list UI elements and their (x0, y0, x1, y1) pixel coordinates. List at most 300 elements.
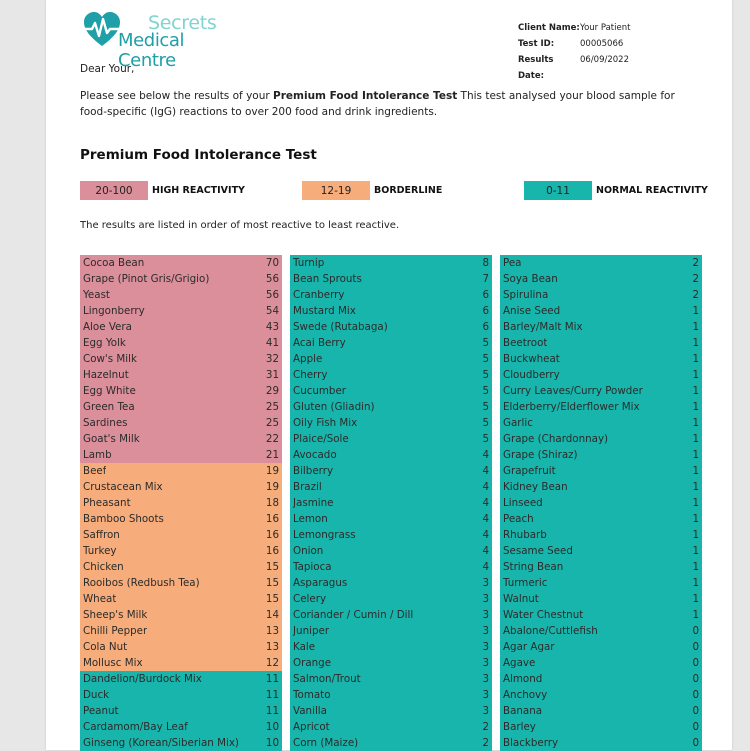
food-name: Cow's Milk (83, 353, 137, 365)
food-name: Cherry (293, 369, 328, 381)
result-row (290, 591, 492, 607)
result-row (80, 511, 282, 527)
food-name: Salmon/Trout (293, 673, 361, 685)
food-name: Dandelion/Burdock Mix (83, 673, 202, 685)
food-name: Soya Bean (503, 273, 558, 285)
food-name: Tapioca (293, 561, 332, 573)
food-name: Abalone/Cuttlefish (503, 625, 598, 637)
reactivity-score: 14 (265, 609, 279, 621)
result-row (500, 543, 702, 559)
food-name: Juniper (293, 625, 330, 637)
food-name: Brazil (293, 481, 322, 493)
result-row (290, 351, 492, 367)
results-column-2 (290, 255, 492, 751)
logo-text-line1: Secrets (148, 12, 217, 34)
result-row (500, 687, 702, 703)
reactivity-score: 1 (692, 321, 699, 333)
reactivity-score: 6 (482, 289, 489, 301)
food-name: Mollusc Mix (83, 657, 143, 669)
result-row (500, 671, 702, 687)
result-row (500, 575, 702, 591)
result-row (290, 639, 492, 655)
reactivity-score: 31 (265, 369, 279, 381)
food-name: Mustard Mix (293, 305, 356, 317)
reactivity-score: 1 (692, 417, 699, 429)
reactivity-score: 5 (482, 417, 489, 429)
food-name: Egg Yolk (83, 337, 126, 349)
results-date-label: Results Date: (518, 55, 554, 81)
result-row (500, 639, 702, 655)
reactivity-score: 5 (482, 353, 489, 365)
food-name: Anise Seed (503, 305, 561, 317)
food-name: Yeast (83, 289, 110, 301)
result-row (500, 623, 702, 639)
reactivity-score: 22 (265, 433, 279, 445)
legend-borderline (302, 181, 442, 200)
reactivity-score: 13 (265, 625, 279, 637)
result-row (500, 303, 702, 319)
reactivity-score: 19 (265, 465, 279, 477)
food-name: Cucumber (293, 385, 347, 397)
food-name: Garlic (503, 417, 533, 429)
intro-text-after: This test analysed your blood sample for food-specific (IgG) reactions to over 200 food and drink ingredients. (80, 90, 675, 118)
result-row (290, 271, 492, 287)
reactivity-score: 5 (482, 401, 489, 413)
food-name: Lamb (83, 449, 112, 461)
food-name: Wheat (83, 593, 117, 605)
reactivity-score: 1 (692, 609, 699, 621)
result-row (80, 703, 282, 719)
food-name: Chicken (83, 561, 124, 573)
reactivity-score: 11 (265, 705, 279, 717)
reactivity-score: 56 (265, 289, 279, 301)
result-row (500, 719, 702, 735)
result-row (80, 287, 282, 303)
section-title: Premium Food Intolerance Test (80, 147, 317, 163)
result-row (290, 399, 492, 415)
reactivity-score: 3 (482, 625, 489, 637)
food-name: Lemongrass (293, 529, 356, 541)
food-name: Hazelnut (83, 369, 129, 381)
food-name: Sesame Seed (503, 545, 573, 557)
food-name: Pheasant (83, 497, 131, 509)
legend-high (80, 181, 245, 200)
food-name: Walnut (503, 593, 539, 605)
result-row (290, 367, 492, 383)
results-column-1 (80, 255, 282, 751)
result-row (80, 655, 282, 671)
result-row (500, 287, 702, 303)
reactivity-score: 3 (482, 641, 489, 653)
food-name: Agar Agar (503, 641, 555, 653)
reactivity-score: 0 (692, 673, 699, 685)
result-row (80, 271, 282, 287)
legend-borderline-range: 12-19 (302, 181, 370, 200)
food-name: Anchovy (503, 689, 548, 701)
reactivity-score: 1 (692, 593, 699, 605)
test-id-label: Test ID: (518, 39, 555, 49)
food-name: Bilberry (293, 465, 334, 477)
food-name: Ginseng (Korean/Siberian Mix) (83, 737, 239, 749)
reactivity-score: 1 (692, 545, 699, 557)
food-name: Cardamom/Bay Leaf (83, 721, 188, 733)
result-row (500, 431, 702, 447)
reactivity-score: 3 (482, 577, 489, 589)
reactivity-score: 4 (482, 545, 489, 557)
food-name: String Bean (503, 561, 564, 573)
reactivity-score: 15 (265, 593, 279, 605)
reactivity-score: 0 (692, 737, 699, 749)
result-row (80, 623, 282, 639)
food-name: Curry Leaves/Curry Powder (503, 385, 643, 397)
result-row (290, 287, 492, 303)
reactivity-score: 11 (265, 689, 279, 701)
result-row (80, 607, 282, 623)
logo-text-line2: Medical Centre (118, 30, 185, 71)
result-row (500, 511, 702, 527)
food-name: Orange (293, 657, 332, 669)
reactivity-score: 5 (482, 369, 489, 381)
result-row (80, 559, 282, 575)
reactivity-score: 2 (482, 721, 489, 733)
reactivity-score: 13 (265, 641, 279, 653)
food-name: Grapefruit (503, 465, 556, 477)
food-name: Sardines (83, 417, 128, 429)
reactivity-score: 4 (482, 513, 489, 525)
reactivity-score: 15 (265, 561, 279, 573)
food-name: Rhubarb (503, 529, 547, 541)
reactivity-score: 10 (265, 721, 279, 733)
result-row (500, 383, 702, 399)
result-row (80, 687, 282, 703)
reactivity-score: 0 (692, 625, 699, 637)
result-row (80, 735, 282, 751)
food-name: Spirulina (503, 289, 549, 301)
reactivity-score: 4 (482, 561, 489, 573)
result-row (80, 447, 282, 463)
reactivity-score: 0 (692, 641, 699, 653)
food-name: Almond (503, 673, 543, 685)
food-name: Buckwheat (503, 353, 560, 365)
result-row (500, 463, 702, 479)
result-row (290, 671, 492, 687)
food-name: Asparagus (293, 577, 348, 589)
result-row (290, 319, 492, 335)
result-row (290, 383, 492, 399)
reactivity-score: 3 (482, 673, 489, 685)
food-name: Avocado (293, 449, 337, 461)
result-row (500, 591, 702, 607)
result-row (500, 415, 702, 431)
legend-high-label: HIGH REACTIVITY (152, 185, 245, 196)
reactivity-score: 4 (482, 465, 489, 477)
food-name: Turnip (293, 257, 325, 269)
legend-high-range: 20-100 (80, 181, 148, 200)
food-name: Egg White (83, 385, 136, 397)
reactivity-score: 1 (692, 561, 699, 573)
food-name: Gluten (Gliadin) (293, 401, 375, 413)
result-row (80, 639, 282, 655)
result-row (500, 655, 702, 671)
reactivity-score: 3 (482, 593, 489, 605)
result-row (500, 367, 702, 383)
reactivity-score: 32 (265, 353, 279, 365)
reactivity-score: 1 (692, 433, 699, 445)
reactivity-score: 29 (265, 385, 279, 397)
reactivity-score: 1 (692, 353, 699, 365)
food-name: Saffron (83, 529, 120, 541)
reactivity-score: 21 (265, 449, 279, 461)
food-name: Kidney Bean (503, 481, 568, 493)
food-name: Lemon (293, 513, 328, 525)
reactivity-score: 1 (692, 449, 699, 461)
reactivity-score: 1 (692, 577, 699, 589)
food-name: Linseed (503, 497, 543, 509)
reactivity-score: 15 (265, 577, 279, 589)
result-row (500, 479, 702, 495)
order-note: The results are listed in order of most reactive to least reactive. (80, 220, 400, 231)
reactivity-score: 5 (482, 433, 489, 445)
greeting: Dear Your, (80, 63, 135, 75)
reactivity-score: 16 (265, 545, 279, 557)
reactivity-score: 3 (482, 705, 489, 717)
reactivity-score: 4 (482, 497, 489, 509)
heart-pulse-icon (82, 10, 122, 50)
food-name: Turkey (83, 545, 117, 557)
food-name: Cola Nut (83, 641, 128, 653)
reactivity-score: 4 (482, 529, 489, 541)
result-row (500, 399, 702, 415)
result-row (500, 255, 702, 271)
result-row (290, 431, 492, 447)
reactivity-score: 0 (692, 657, 699, 669)
food-name: Sheep's Milk (83, 609, 148, 621)
result-row (500, 559, 702, 575)
result-row (290, 559, 492, 575)
food-name: Plaice/Sole (293, 433, 349, 445)
result-row (80, 303, 282, 319)
result-row (290, 479, 492, 495)
client-name-label: Client Name: (518, 23, 580, 33)
food-name: Barley/Malt Mix (503, 321, 583, 333)
result-row (500, 495, 702, 511)
result-row (290, 703, 492, 719)
reactivity-score: 1 (692, 465, 699, 477)
food-name: Bean Sprouts (293, 273, 362, 285)
result-row (80, 383, 282, 399)
reactivity-score: 43 (265, 321, 279, 333)
reactivity-score: 10 (265, 737, 279, 749)
result-row (80, 575, 282, 591)
food-name: Corn (Maize) (293, 737, 359, 749)
result-row (290, 655, 492, 671)
food-name: Duck (83, 689, 110, 701)
reactivity-score: 19 (265, 481, 279, 493)
reactivity-score: 70 (265, 257, 279, 269)
client-name-value: Your Patient (580, 23, 631, 33)
result-row (80, 319, 282, 335)
food-name: Grape (Pinot Gris/Grigio) (83, 273, 210, 285)
reactivity-score: 1 (692, 385, 699, 397)
result-row (500, 319, 702, 335)
intro-paragraph (80, 89, 700, 120)
reactivity-score: 16 (265, 529, 279, 541)
result-row (500, 735, 702, 751)
result-row (80, 671, 282, 687)
result-row (80, 527, 282, 543)
legend-normal-label: NORMAL REACTIVITY (596, 185, 708, 196)
result-row (290, 303, 492, 319)
report-page (46, 0, 732, 750)
reactivity-score: 6 (482, 321, 489, 333)
food-name: Goat's Milk (83, 433, 140, 445)
result-row (290, 687, 492, 703)
food-name: Elderberry/Elderflower Mix (503, 401, 640, 413)
food-name: Rooibos (Redbush Tea) (83, 577, 200, 589)
reactivity-score: 6 (482, 305, 489, 317)
reactivity-score: 3 (482, 609, 489, 621)
reactivity-score: 25 (265, 417, 279, 429)
result-row (290, 575, 492, 591)
reactivity-score: 25 (265, 401, 279, 413)
result-row (290, 607, 492, 623)
food-name: Kale (293, 641, 316, 653)
result-row (80, 367, 282, 383)
intro-test-name: Premium Food Intolerance Test (273, 90, 458, 102)
result-row (290, 463, 492, 479)
result-row (80, 431, 282, 447)
result-row (500, 703, 702, 719)
result-row (290, 511, 492, 527)
reactivity-score: 4 (482, 481, 489, 493)
result-row (290, 255, 492, 271)
legend-borderline-label: BORDERLINE (374, 185, 443, 196)
result-row (80, 335, 282, 351)
reactivity-score: 1 (692, 481, 699, 493)
reactivity-score: 1 (692, 513, 699, 525)
result-row (290, 495, 492, 511)
results-column-3 (500, 255, 702, 751)
food-name: Chilli Pepper (83, 625, 148, 637)
result-row (80, 479, 282, 495)
food-name: Turmeric (503, 577, 548, 589)
result-row (290, 335, 492, 351)
food-name: Banana (503, 705, 543, 717)
results-date-value: 06/09/2022 (580, 55, 629, 65)
reactivity-score: 1 (692, 305, 699, 317)
food-name: Tomato (293, 689, 331, 701)
result-row (290, 447, 492, 463)
reactivity-score: 41 (265, 337, 279, 349)
reactivity-score: 2 (692, 289, 699, 301)
reactivity-score: 1 (692, 497, 699, 509)
food-name: Jasmine (293, 497, 334, 509)
reactivity-score: 18 (265, 497, 279, 509)
reactivity-score: 3 (482, 657, 489, 669)
food-name: Agave (503, 657, 536, 669)
result-row (290, 719, 492, 735)
result-row (80, 415, 282, 431)
reactivity-score: 0 (692, 705, 699, 717)
result-row (500, 351, 702, 367)
legend-normal (524, 181, 708, 200)
result-row (500, 335, 702, 351)
result-row (80, 463, 282, 479)
food-name: Acai Berry (293, 337, 346, 349)
result-row (80, 591, 282, 607)
reactivity-score: 1 (692, 337, 699, 349)
food-name: Vanilla (293, 705, 327, 717)
food-name: Peach (503, 513, 534, 525)
result-row (290, 735, 492, 751)
food-name: Cloudberry (503, 369, 560, 381)
result-row (290, 623, 492, 639)
food-name: Cocoa Bean (83, 257, 145, 269)
food-name: Onion (293, 545, 324, 557)
reactivity-score: 11 (265, 673, 279, 685)
reactivity-score: 5 (482, 337, 489, 349)
food-name: Swede (Rutabaga) (293, 321, 388, 333)
result-row (500, 527, 702, 543)
intro-text-before: Please see below the results of your (80, 90, 274, 102)
result-row (80, 719, 282, 735)
food-name: Green Tea (83, 401, 135, 413)
result-row (500, 607, 702, 623)
food-name: Coriander / Cumin / Dill (293, 609, 414, 621)
food-name: Water Chestnut (503, 609, 584, 621)
food-name: Apricot (293, 721, 330, 733)
reactivity-score: 56 (265, 273, 279, 285)
test-id-value: 00005066 (580, 39, 624, 49)
reactivity-score: 3 (482, 689, 489, 701)
food-name: Barley (503, 721, 536, 733)
reactivity-score: 54 (265, 305, 279, 317)
food-name: Bamboo Shoots (83, 513, 164, 525)
legend-normal-range: 0-11 (524, 181, 592, 200)
reactivity-score: 2 (692, 273, 699, 285)
reactivity-score: 16 (265, 513, 279, 525)
food-name: Pea (503, 257, 522, 269)
result-row (290, 543, 492, 559)
reactivity-score: 7 (482, 273, 489, 285)
food-name: Beetroot (503, 337, 548, 349)
food-name: Aloe Vera (83, 321, 132, 333)
reactivity-score: 5 (482, 385, 489, 397)
food-name: Beef (83, 465, 107, 477)
reactivity-score: 0 (692, 721, 699, 733)
result-row (80, 351, 282, 367)
result-row (80, 543, 282, 559)
food-name: Peanut (83, 705, 119, 717)
reactivity-score: 1 (692, 401, 699, 413)
food-name: Cranberry (293, 289, 345, 301)
client-info (518, 20, 630, 84)
result-row (500, 271, 702, 287)
result-row (80, 255, 282, 271)
reactivity-score: 4 (482, 449, 489, 461)
food-name: Grape (Shiraz) (503, 449, 578, 461)
reactivity-score: 1 (692, 529, 699, 541)
food-name: Oily Fish Mix (293, 417, 358, 429)
reactivity-score: 1 (692, 369, 699, 381)
reactivity-score: 2 (692, 257, 699, 269)
result-row (80, 399, 282, 415)
reactivity-score: 12 (265, 657, 279, 669)
reactivity-score: 2 (482, 737, 489, 749)
food-name: Blackberry (503, 737, 559, 749)
reactivity-score: 0 (692, 689, 699, 701)
food-name: Celery (293, 593, 327, 605)
